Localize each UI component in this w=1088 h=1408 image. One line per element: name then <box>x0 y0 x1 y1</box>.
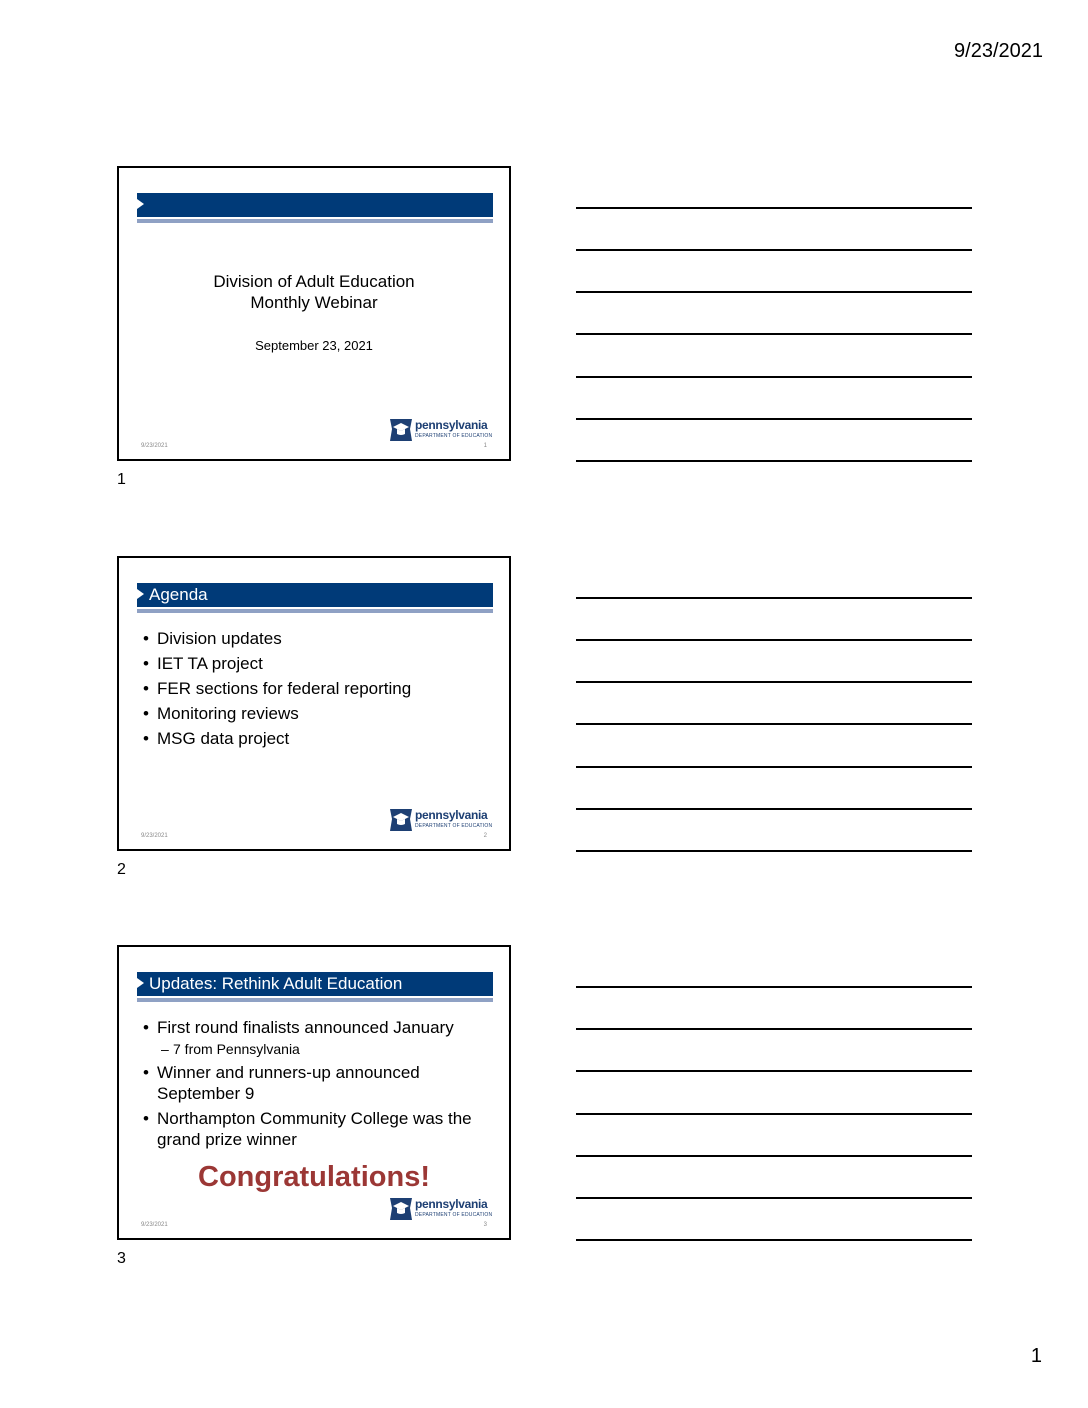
note-line <box>576 681 972 683</box>
slide-title-line-2: Monthly Webinar <box>250 293 378 312</box>
keystone-icon <box>388 1196 414 1222</box>
arrow-icon <box>137 199 144 209</box>
list-item: • Winner and runners-up announced September 9 <box>139 1062 499 1104</box>
list-item: • Northampton Community College was the grand prize winner <box>139 1108 499 1150</box>
slide-footer-date: 9/23/2021 <box>141 1222 168 1228</box>
keystone-icon <box>388 807 414 833</box>
logo-name: pennsylvania <box>415 1197 488 1211</box>
congratulations-text: Congratulations! <box>198 1161 430 1193</box>
sub-list-item: – 7 from Pennsylvania <box>139 1040 499 1058</box>
slide-label: 3 <box>117 1250 126 1267</box>
slide-footer-number: 1 <box>483 443 487 449</box>
note-line <box>576 597 972 599</box>
slide-header-underline <box>137 998 493 1002</box>
arrow-icon <box>137 978 144 988</box>
page-date: 9/23/2021 <box>954 40 1043 62</box>
logo-subtitle: DEPARTMENT OF EDUCATION <box>415 823 493 829</box>
logo-subtitle: DEPARTMENT OF EDUCATION <box>415 1212 493 1218</box>
note-line <box>576 1070 972 1072</box>
list-item: • IET TA project <box>139 653 499 674</box>
logo-subtitle: DEPARTMENT OF EDUCATION <box>415 433 493 439</box>
note-line <box>576 766 972 768</box>
note-line <box>576 808 972 810</box>
note-line <box>576 639 972 641</box>
slide-header-underline <box>137 609 493 613</box>
slide-header-bar <box>137 972 493 996</box>
slide-date: September 23, 2021 <box>255 338 373 353</box>
slide-title: Updates: Rethink Adult Education <box>149 974 403 993</box>
note-line <box>576 333 972 335</box>
note-line <box>576 850 972 852</box>
list-item: • MSG data project <box>139 728 499 749</box>
slide-header-underline <box>137 219 493 223</box>
note-line <box>576 1155 972 1157</box>
note-line <box>576 1239 972 1241</box>
bullet-list <box>139 1017 499 1154</box>
slide-label: 1 <box>117 471 126 488</box>
note-line <box>576 460 972 462</box>
note-line <box>576 249 972 251</box>
note-line <box>576 291 972 293</box>
slide-label: 2 <box>117 861 126 878</box>
note-line <box>576 1113 972 1115</box>
slide-footer-date: 9/23/2021 <box>141 833 168 839</box>
note-line <box>576 1197 972 1199</box>
pennsylvania-logo <box>388 417 493 443</box>
keystone-icon <box>388 417 414 443</box>
page-number: 1 <box>1030 1345 1042 1367</box>
slide-footer-number: 2 <box>483 833 487 839</box>
note-line <box>576 986 972 988</box>
slide-1 <box>117 166 511 461</box>
slide-2 <box>117 556 511 851</box>
arrow-icon <box>137 589 144 599</box>
list-item: • Division updates <box>139 628 499 649</box>
bullet-list <box>139 628 499 753</box>
slide-3 <box>117 945 511 1240</box>
pennsylvania-logo <box>388 1196 493 1222</box>
note-line <box>576 376 972 378</box>
slide-title: Agenda <box>149 585 208 604</box>
note-line <box>576 723 972 725</box>
slide-footer-number: 3 <box>483 1222 487 1228</box>
list-item: • FER sections for federal reporting <box>139 678 499 699</box>
note-line <box>576 1028 972 1030</box>
list-item: • First round finalists announced January <box>139 1017 499 1038</box>
note-line <box>576 418 972 420</box>
note-line <box>576 207 972 209</box>
pennsylvania-logo <box>388 807 493 833</box>
logo-name: pennsylvania <box>415 418 488 432</box>
slide-header-bar <box>137 193 493 217</box>
slide-title-line-1: Division of Adult Education <box>213 272 415 291</box>
list-item: • Monitoring reviews <box>139 703 499 724</box>
slide-header-bar <box>137 583 493 607</box>
slide-footer-date: 9/23/2021 <box>141 443 168 449</box>
logo-name: pennsylvania <box>415 808 488 822</box>
